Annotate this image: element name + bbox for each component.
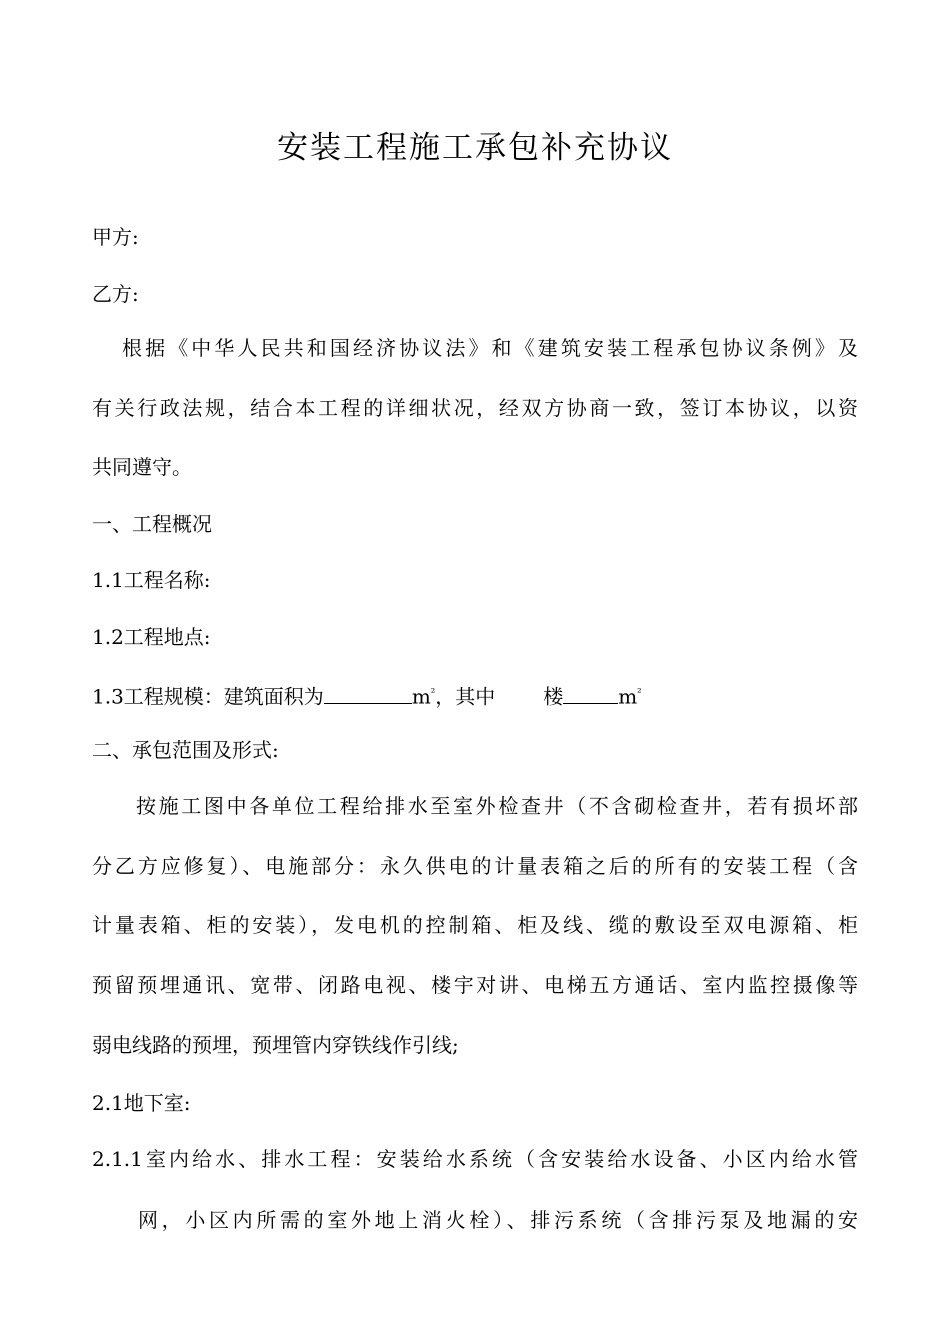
building-area-blank (563, 683, 618, 704)
item-1-3-mid: ，其中 (435, 684, 496, 709)
building-area-unit-sup: ² (637, 686, 642, 699)
area-unit: m (411, 684, 431, 709)
intro-line-2: 有关行政法规，结合本工程的详细状况，经双方协商一致，签订本协议，以资 (92, 396, 858, 420)
item-1-2: 1.2工程地点: (92, 625, 211, 649)
document-title: 安装工程施工承包补充协议 (277, 130, 673, 166)
scope-line-1: 按施工图中各单位工程给排水至室外检查井（不含砌检查井，若有损坏部 (136, 794, 858, 818)
item-2-1: 2.1地下室: (92, 1091, 191, 1115)
scope-line-5: 弱电线路的预埋，预埋管内穿铁线作引线; (92, 1033, 459, 1057)
area-blank (324, 683, 412, 704)
section-2-heading: 二、承包范围及形式: (92, 738, 279, 762)
item-1-1: 1.1工程名称: (92, 568, 211, 592)
item-2-1-1-line-1: 2.1.1室内给水、排水工程：安装给水系统（含安装给水设备、小区内给水管 (92, 1147, 858, 1171)
party-a-label: 甲方: (92, 225, 139, 249)
scope-line-2: 分乙方应修复）、电施部分：永久供电的计量表箱之后的所有的安装工程（含 (92, 854, 858, 878)
scope-line-3: 计量表箱、柜的安装），发电机的控制箱、柜及线、缆的敷设至双电源箱、柜 (92, 913, 858, 937)
section-1-heading: 一、工程概况 (92, 512, 212, 536)
party-b-label: 乙方: (92, 282, 139, 306)
item-1-3 (92, 678, 642, 712)
item-1-3-prefix: 1.3工程规模：建筑面积为 (92, 684, 324, 709)
intro-line-3: 共同遵守。 (92, 455, 192, 479)
item-2-1-1-line-2: 网，小区内所需的室外地上消火栓）、排污系统（含排污泵及地漏的安 (138, 1208, 858, 1232)
building-area-unit: m (618, 684, 638, 709)
intro-line-1: 根据《中华人民共和国经济协议法》和《建筑安装工程承包协议条例》及 (122, 336, 858, 360)
scope-line-4: 预留预埋通讯、宽带、闭路电视、楼宇对讲、电梯五方通话、室内监控摄像等 (92, 973, 858, 997)
building-label: 楼 (543, 684, 564, 709)
area-unit-sup: ² (430, 686, 436, 699)
